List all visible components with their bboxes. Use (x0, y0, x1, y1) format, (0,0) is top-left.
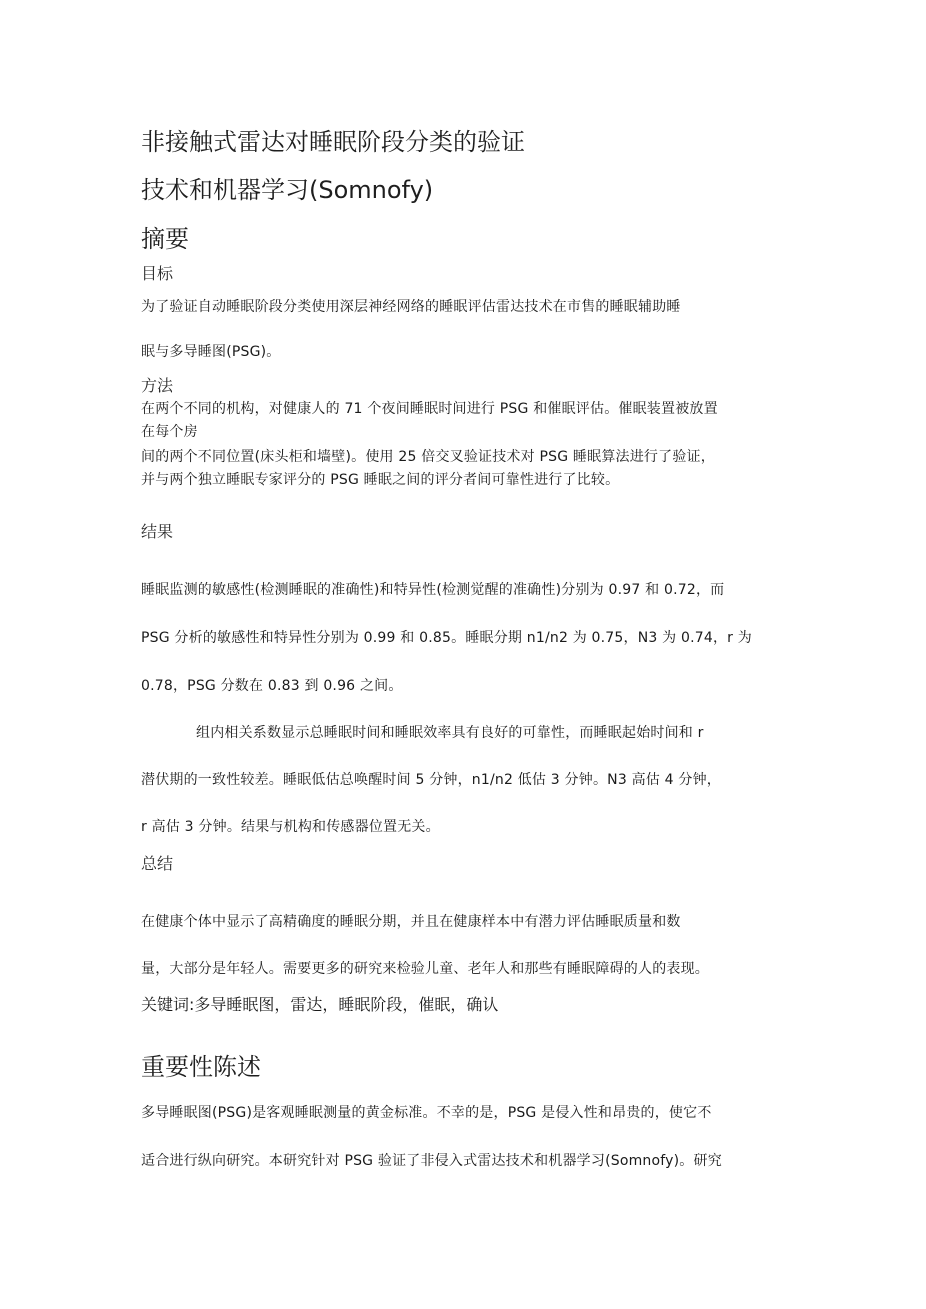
significance-heading: 重要性陈述 (141, 1053, 261, 1081)
objective-heading: 目标 (141, 264, 174, 283)
results-line-2: PSG 分析的敏感性和特异性分别为 0.99 和 0.85。睡眠分期 n1/n2 为 0.75，N3 为 0.74，r 为 (141, 630, 752, 646)
results-line-6: r 高估 3 分钟。结果与机构和传感器位置无关。 (141, 819, 440, 835)
title-line-1: 非接触式雷达对睡眠阶段分类的验证 (141, 128, 525, 156)
results-heading: 结果 (141, 522, 174, 541)
conclusion-heading: 总结 (141, 854, 174, 873)
title-line-2: 技术和机器学习(Somnofy) (141, 176, 434, 204)
results-line-4: 组内相关系数显示总睡眠时间和睡眠效率具有良好的可靠性，而睡眠起始时间和 r (196, 725, 704, 741)
methods-line-3: 间的两个不同位置(床头柜和墙壁)。使用 25 倍交叉验证技术对 PSG 睡眠算法进行了验证， (141, 449, 715, 465)
significance-line-2: 适合进行纵向研究。本研究针对 PSG 验证了非侵入式雷达技术和机器学习(Somnofy)。研究 (141, 1153, 722, 1169)
keywords-line: 关键词:多导睡眠图，雷达，睡眠阶段，催眠，确认 (141, 995, 499, 1014)
results-line-5: 潜伏期的一致性较差。睡眠低估总唤醒时间 5 分钟，n1/n2 低估 3 分钟。N3 高估 4 分钟， (141, 772, 721, 788)
significance-line-1: 多导睡眠图(PSG)是客观睡眠测量的黄金标准。不幸的是，PSG 是侵入性和昂贵的，使它不 (141, 1105, 712, 1121)
results-line-3: 0.78，PSG 分数在 0.83 到 0.96 之间。 (141, 678, 403, 694)
methods-line-1: 在两个不同的机构，对健康人的 71 个夜间睡眠时间进行 PSG 和催眠评估。催眠装置被放置 (141, 401, 718, 417)
methods-line-2: 在每个房 (141, 424, 198, 440)
results-line-1: 睡眠监测的敏感性(检测睡眠的准确性)和特异性(检测觉醒的准确性)分别为 0.97 和 0.72，而 (141, 582, 725, 598)
objective-line-1: 为了验证自动睡眠阶段分类使用深层神经网络的睡眠评估雷达技术在市售的睡眠辅助睡 (141, 299, 681, 315)
methods-heading: 方法 (141, 376, 174, 395)
methods-line-4: 并与两个独立睡眠专家评分的 PSG 睡眠之间的评分者间可靠性进行了比较。 (141, 472, 620, 488)
conclusion-line-1: 在健康个体中显示了高精确度的睡眠分期，并且在健康样本中有潜力评估睡眠质量和数 (141, 914, 681, 930)
abstract-heading: 摘要 (141, 225, 189, 253)
objective-line-2: 眠与多导睡图(PSG)。 (141, 344, 281, 360)
conclusion-line-2: 量，大部分是年轻人。需要更多的研究来检验儿童、老年人和那些有睡眠障碍的人的表现。 (141, 961, 709, 977)
